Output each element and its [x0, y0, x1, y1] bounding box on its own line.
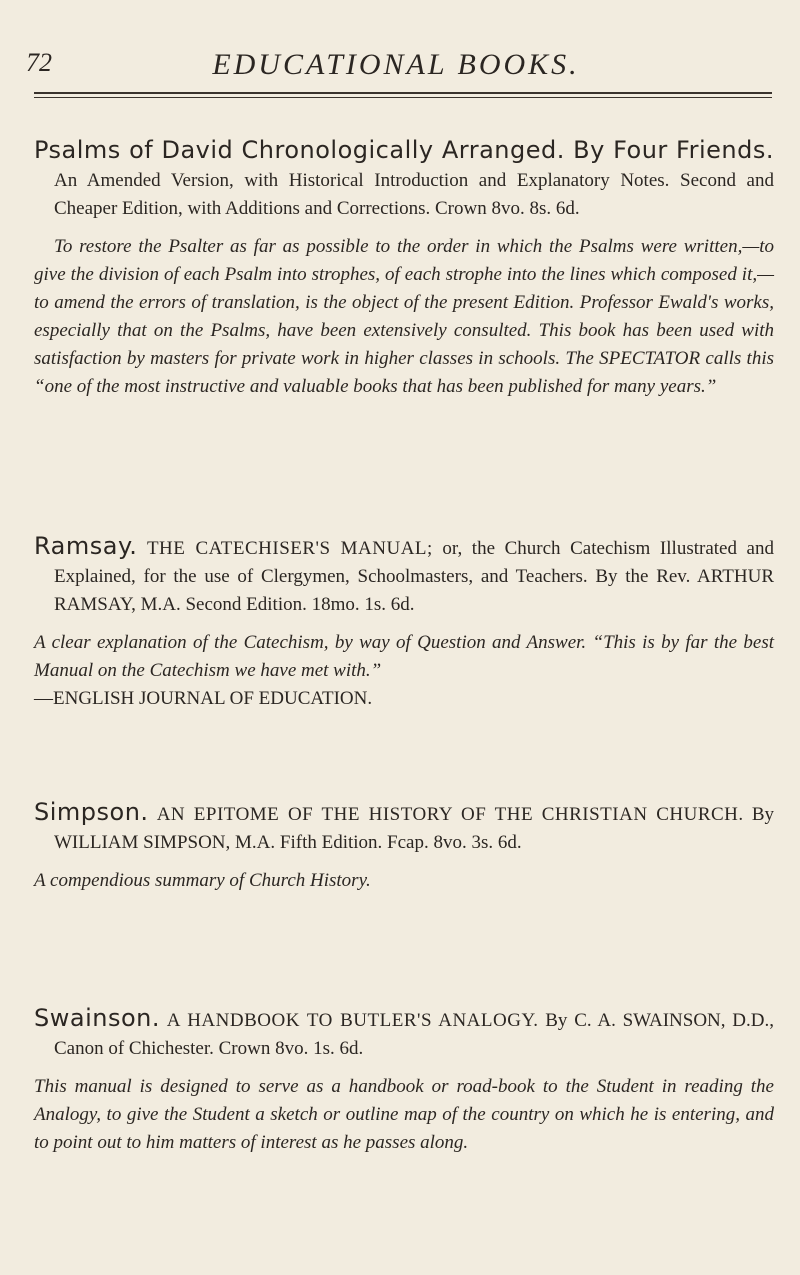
entry-details: or, the Church Catechism Illustrated and Explained, for the use of Clergymen, Schoolmasters, and Teachers. By the Rev. ARTHUR RAMSAY, M.A. Second Edition. 18mo. 1s. 6d. — [54, 538, 774, 615]
catalogue-entry-ramsay — [34, 532, 774, 713]
entry-title: THE CATECHISER'S MANUAL; — [146, 538, 433, 559]
entry-description: To restore the Psalter as far as possible to the order in which the Psalms were written,—to give the division of each Psalm into strophes, of each strophe into the lines which composed it,—to amend the errors of translation, is the object of the present Edition. Professor Ewald's works, especially that on the Psalms, have been extensively consulted. This book has been used with satisfaction by masters for private work in higher classes in schools. The SPECTATOR calls this “one of the most instructive and valuable books that has been published for many years.” — [34, 236, 774, 397]
entry-details: By WILLIAM SIMPSON, M.A. Fifth Edition. Fcap. 8vo. 3s. 6d. — [54, 804, 774, 853]
entry-heading — [34, 136, 774, 223]
running-title: EDUCATIONAL BOOKS. — [212, 48, 580, 81]
entry-description: This manual is designed to serve as a handbook or road-book to the Student in reading the Analogy, to give the Student a sketch or outline map of the country on which he is entering, and to point out to him matters of interest as he passes along. — [34, 1076, 774, 1153]
header-rule-thin — [34, 97, 772, 98]
entry-author: Swainson. — [34, 1004, 160, 1032]
entry-details: By C. A. SWAINSON, D.D., Canon of Chichester. Crown 8vo. 1s. 6d. — [54, 1010, 774, 1059]
entry-author: Psalms of David Chronologically Arranged. By Four Friends. — [34, 136, 774, 164]
entry-heading — [34, 532, 774, 619]
catalogue-entry-psalms — [34, 136, 774, 401]
entry-description: A clear explanation of the Catechism, by way of Question and Answer. “This is by far the best Manual on the Catechism we have met with.” — [34, 632, 774, 681]
page-header — [26, 48, 766, 88]
header-rule — [34, 92, 772, 94]
entry-heading — [34, 1004, 774, 1063]
entry-author: Simpson. — [34, 798, 149, 826]
entry-title: AN EPITOME OF THE HISTORY OF THE CHRISTIAN CHURCH. — [156, 804, 744, 825]
entry-source: —ENGLISH JOURNAL OF EDUCATION. — [34, 688, 373, 709]
entry-heading — [34, 798, 774, 857]
page-number: 72 — [26, 48, 52, 77]
entry-author: Ramsay. — [34, 532, 138, 560]
entry-details: An Amended Version, with Historical Introduction and Explanatory Notes. Second and Cheaper Edition, with Additions and Corrections. Crown 8vo. 8s. 6d. — [54, 170, 774, 219]
entry-title: A HANDBOOK TO BUTLER'S ANALOGY. — [166, 1010, 539, 1031]
catalogue-entry-swainson — [34, 1004, 774, 1157]
entry-description: A compendious summary of Church History. — [34, 870, 371, 891]
catalogue-entry-simpson — [34, 798, 774, 895]
